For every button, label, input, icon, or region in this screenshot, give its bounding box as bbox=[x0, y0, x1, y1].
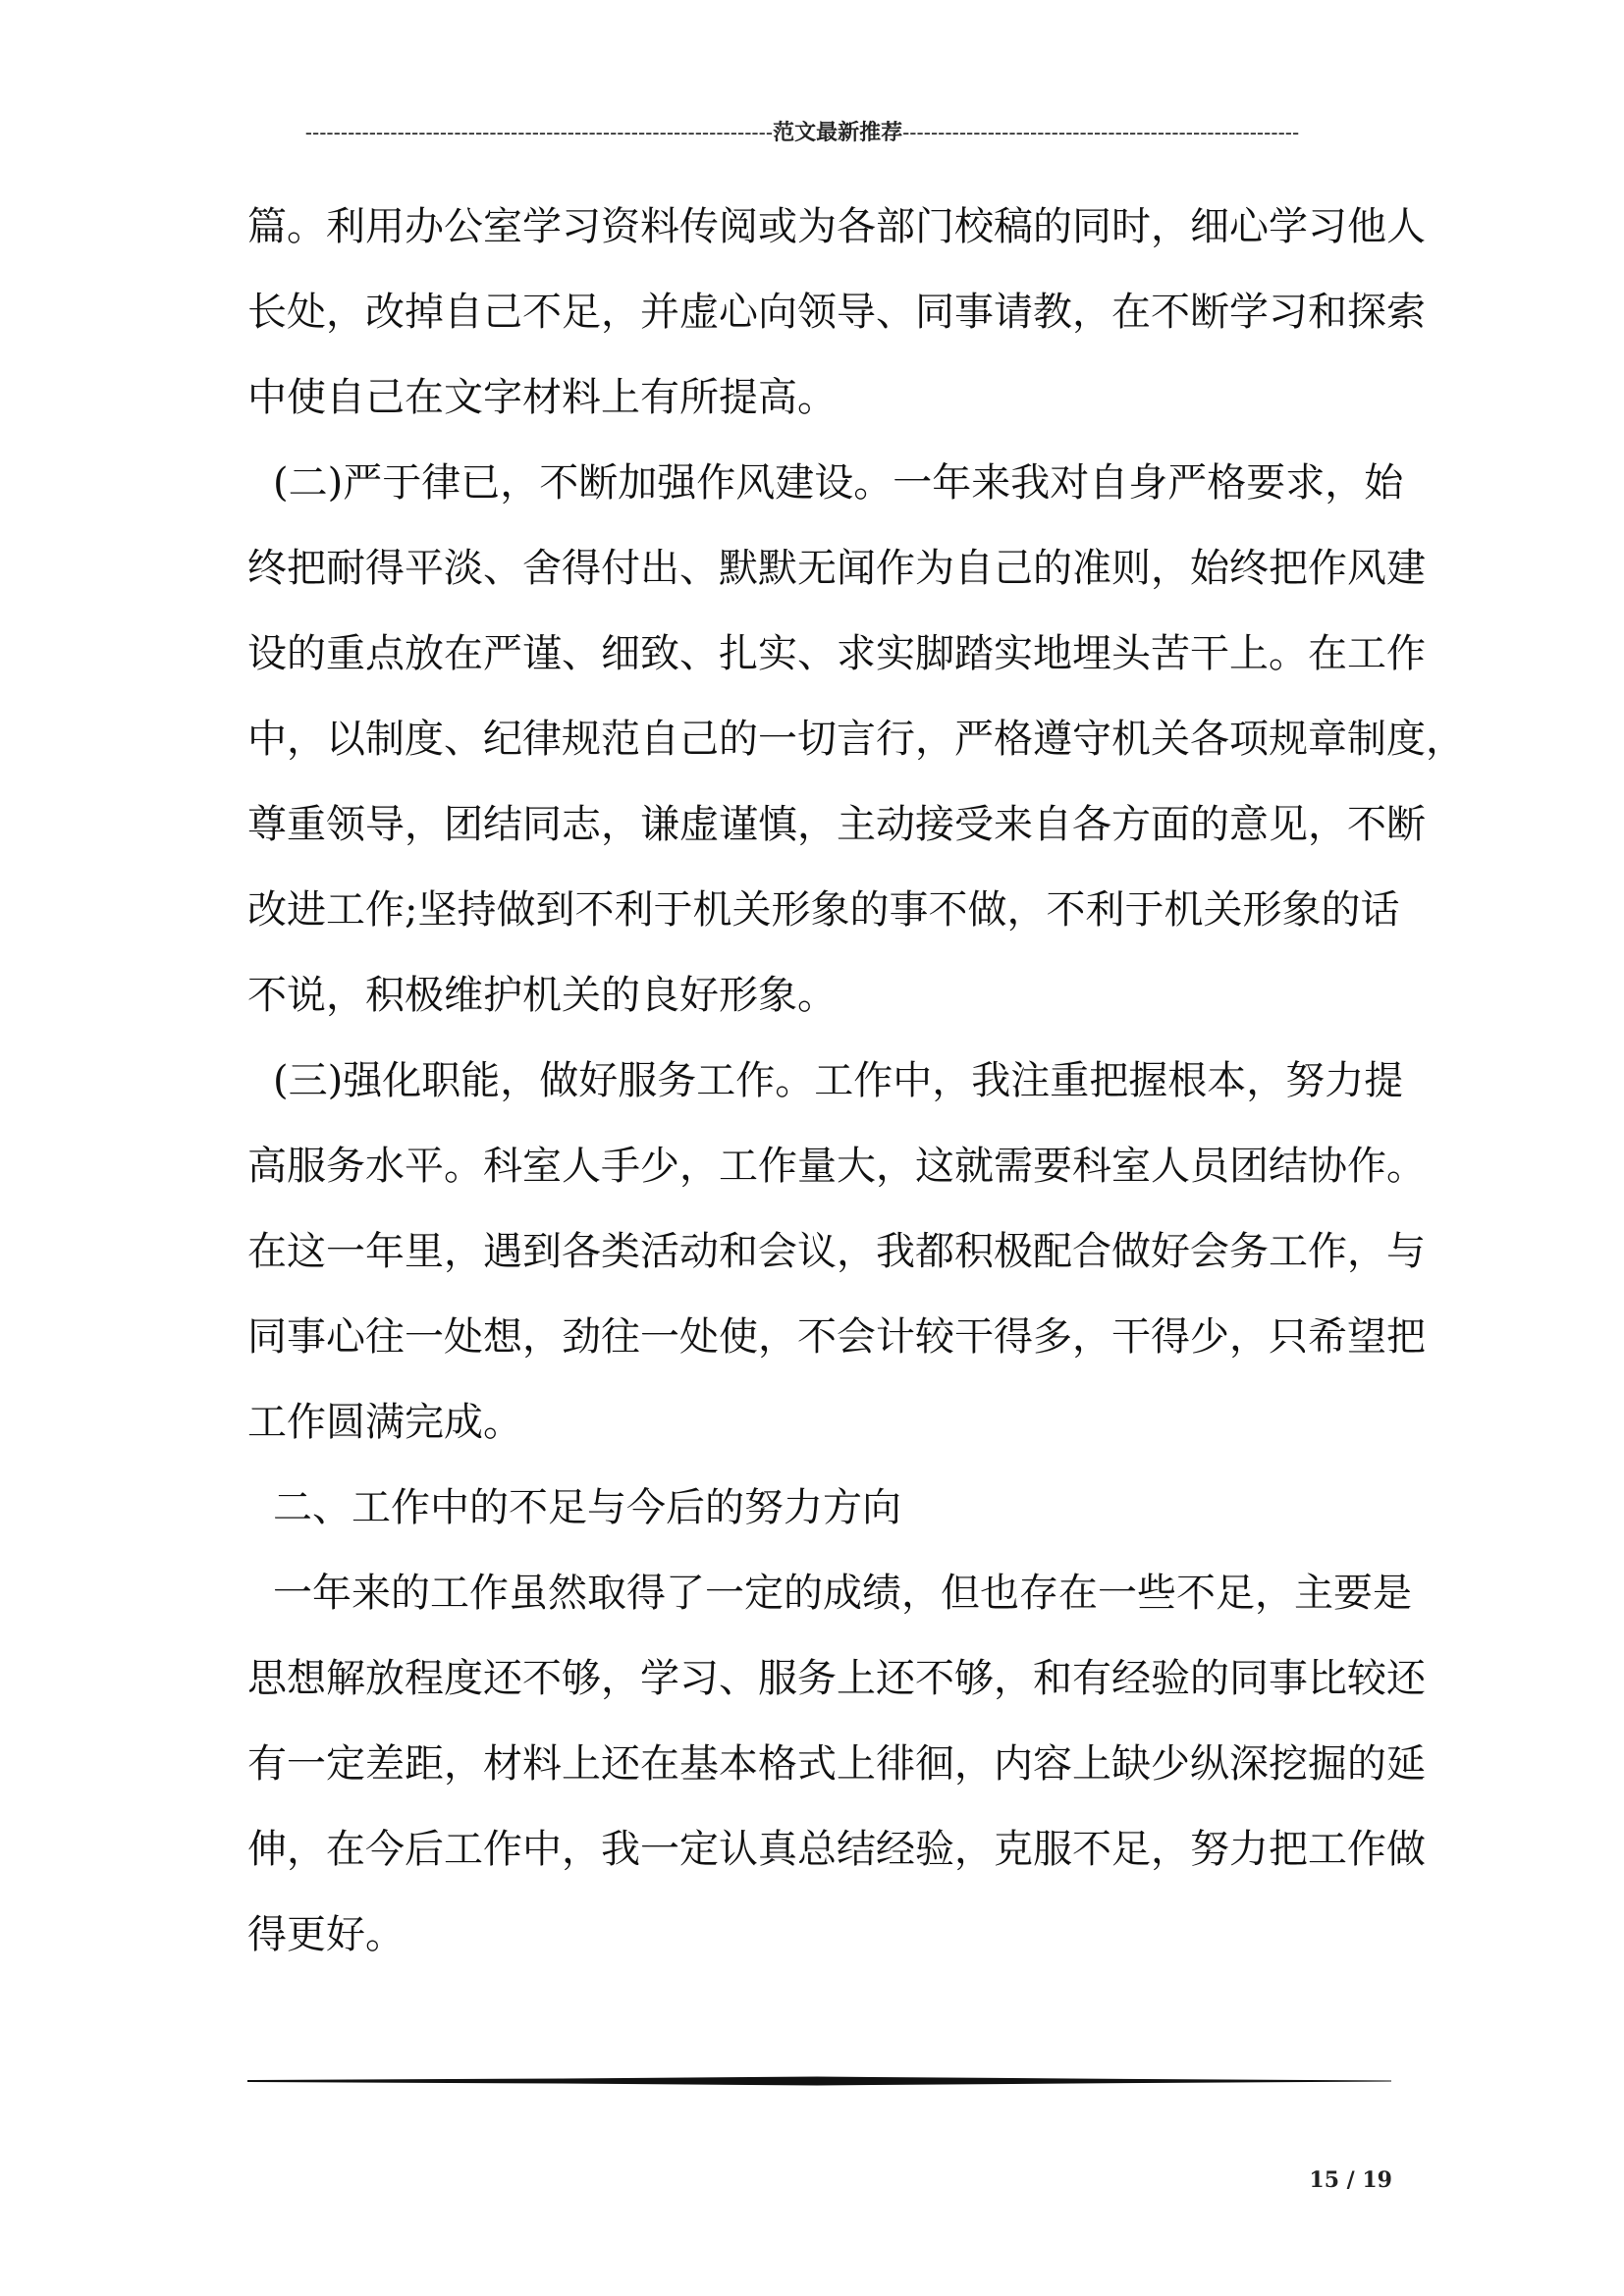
text-line: 尊重领导，团结同志，谦虚谨慎，主动接受来自各方面的意见，不断 bbox=[247, 802, 1426, 847]
body-text bbox=[247, 185, 1465, 1978]
text-line: 设的重点放在严谨、细致、扎实、求实脚踏实地埋头苦干上。在工作 bbox=[247, 631, 1426, 676]
text-line: 篇。利用办公室学习资料传阅或为各部门校稿的同时，细心学习他人 bbox=[247, 204, 1426, 249]
section-heading: 二、工作中的不足与今后的努力方向 bbox=[273, 1485, 901, 1530]
text-line: 工作圆满完成。 bbox=[247, 1400, 522, 1445]
text-line: (三)强化职能，做好服务工作。工作中，我注重把握根本，努力提 bbox=[273, 1058, 1404, 1103]
text-line: 得更好。 bbox=[247, 1912, 405, 1957]
text-line: 中使自己在文字材料上有所提高。 bbox=[247, 375, 837, 420]
text-line: 一年来的工作虽然取得了一定的成绩，但也存在一些不足，主要是 bbox=[273, 1571, 1412, 1616]
text-line: 在这一年里，遇到各类活动和会议，我都积极配合做好会务工作，与 bbox=[247, 1229, 1426, 1274]
text-line: 伸，在今后工作中，我一定认真总结经验，克服不足，努力把工作做 bbox=[247, 1827, 1426, 1872]
page-header bbox=[245, 116, 1359, 149]
page-number: 15 / 19 bbox=[1309, 2167, 1392, 2193]
text-line: 高服务水平。科室人手少，工作量大，这就需要科室人员团结协作。 bbox=[247, 1144, 1426, 1189]
text-line: 思想解放程度还不够，学习、服务上还不够，和有经验的同事比较还 bbox=[247, 1656, 1426, 1701]
text-line: 不说，积极维护机关的良好形象。 bbox=[247, 973, 837, 1018]
text-line: (二)严于律已，不断加强作风建设。一年来我对自身严格要求，始 bbox=[273, 460, 1404, 506]
footer-rule bbox=[247, 2075, 1391, 2087]
text-line: 长处，改掉自己不足，并虚心向领导、同事请教，在不断学习和探索 bbox=[247, 290, 1426, 335]
header-dashes-right: -------------------------------------------------------- bbox=[902, 121, 1300, 144]
text-line: 有一定差距，材料上还在基本格式上徘徊，内容上缺少纵深挖掘的延 bbox=[247, 1741, 1426, 1787]
text-line: 同事心往一处想，劲往一处使，不会计较干得多，干得少，只希望把 bbox=[247, 1314, 1426, 1360]
text-line: 改进工作;坚持做到不利于机关形象的事不做，不利于机关形象的话 bbox=[247, 887, 1400, 933]
header-title: 范文最新推荐 bbox=[773, 121, 903, 145]
text-line: 中，以制度、纪律规范自己的一切言行，严格遵守机关各项规章制度， bbox=[247, 717, 1465, 762]
text-line: 终把耐得平淡、舍得付出、默默无闻作为自己的准则，始终把作风建 bbox=[247, 546, 1426, 591]
header-dashes-left: ------------------------------------------------------------------ bbox=[304, 121, 774, 144]
